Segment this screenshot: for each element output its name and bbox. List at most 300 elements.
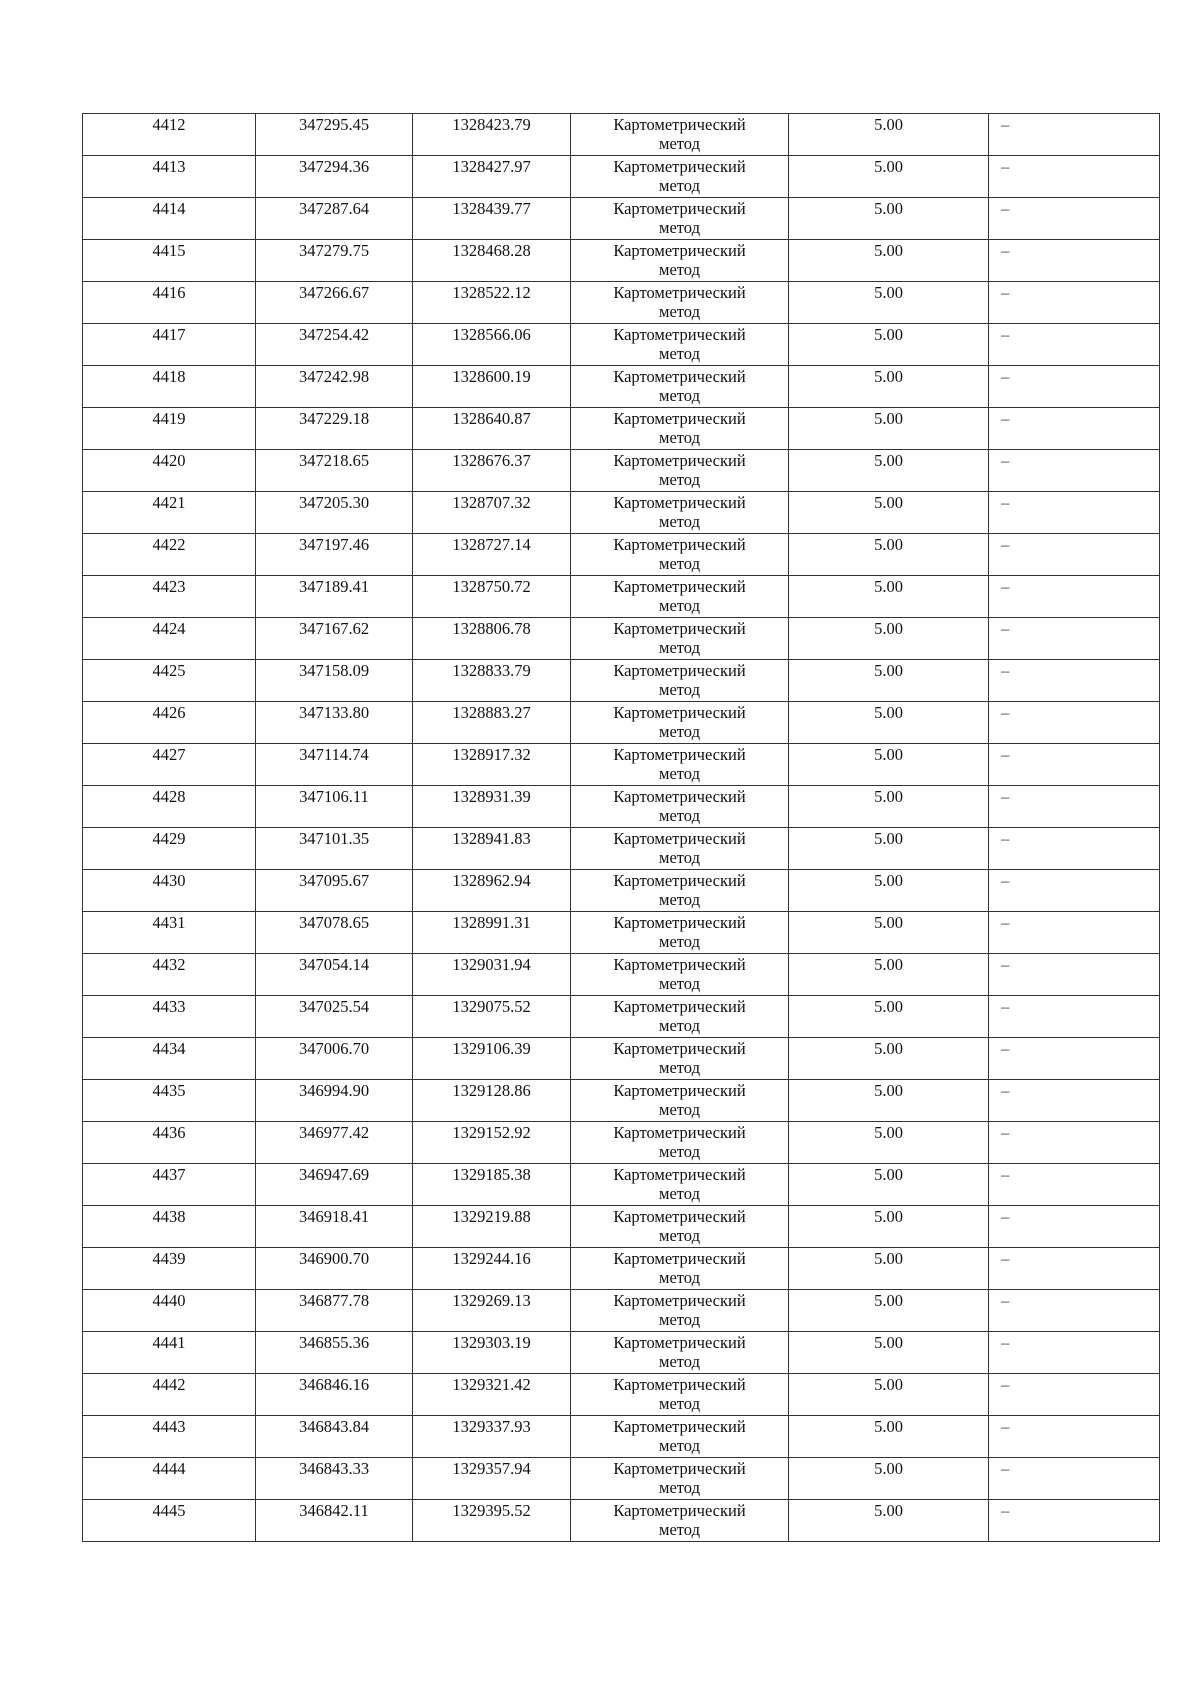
- point-number-cell: 4429: [83, 828, 256, 870]
- method-cell: [571, 1122, 789, 1164]
- description-cell: –: [989, 1500, 1160, 1542]
- point-number-cell: 4439: [83, 1248, 256, 1290]
- method-line-1: Картометрический: [613, 1165, 746, 1184]
- description-cell: –: [989, 618, 1160, 660]
- accuracy-cell: 5.00: [789, 1248, 989, 1290]
- accuracy-cell: 5.00: [789, 1206, 989, 1248]
- method-cell: [571, 1374, 789, 1416]
- method-cell: [571, 912, 789, 954]
- point-number-cell: 4445: [83, 1500, 256, 1542]
- y-coordinate-cell: 1329128.86: [413, 1080, 571, 1122]
- x-coordinate-cell: 347295.45: [256, 114, 413, 156]
- method-cell: [571, 954, 789, 996]
- point-number-cell: 4442: [83, 1374, 256, 1416]
- y-coordinate-cell: 1328806.78: [413, 618, 571, 660]
- method-line-2: метод: [659, 764, 700, 783]
- method-cell: [571, 1290, 789, 1332]
- point-number-cell: 4421: [83, 492, 256, 534]
- method-line-1: Картометрический: [613, 1291, 746, 1310]
- accuracy-cell: 5.00: [789, 492, 989, 534]
- table-row: [83, 1206, 1160, 1248]
- y-coordinate-cell: 1329185.38: [413, 1164, 571, 1206]
- method-line-1: Картометрический: [613, 493, 746, 512]
- method-line-1: Картометрический: [613, 577, 746, 596]
- method-cell: [571, 1500, 789, 1542]
- method-cell: [571, 828, 789, 870]
- method-line-1: Картометрический: [613, 829, 746, 848]
- x-coordinate-cell: 347287.64: [256, 198, 413, 240]
- method-line-1: Картометрический: [613, 1207, 746, 1226]
- method-cell: [571, 786, 789, 828]
- method-cell: [571, 1458, 789, 1500]
- y-coordinate-cell: 1329106.39: [413, 1038, 571, 1080]
- table-row: [83, 1248, 1160, 1290]
- method-line-2: метод: [659, 1142, 700, 1161]
- method-line-2: метод: [659, 974, 700, 993]
- method-line-1: Картометрический: [613, 955, 746, 974]
- point-number-cell: 4438: [83, 1206, 256, 1248]
- table-row: [83, 282, 1160, 324]
- accuracy-cell: 5.00: [789, 366, 989, 408]
- point-number-cell: 4443: [83, 1416, 256, 1458]
- method-line-2: метод: [659, 1352, 700, 1371]
- point-number-cell: 4425: [83, 660, 256, 702]
- method-cell: [571, 1206, 789, 1248]
- method-cell: [571, 1332, 789, 1374]
- method-line-2: метод: [659, 134, 700, 153]
- table-row: [83, 660, 1160, 702]
- method-cell: [571, 240, 789, 282]
- table-row: [83, 1164, 1160, 1206]
- y-coordinate-cell: 1328917.32: [413, 744, 571, 786]
- table-row: [83, 1038, 1160, 1080]
- point-number-cell: 4417: [83, 324, 256, 366]
- y-coordinate-cell: 1328427.97: [413, 156, 571, 198]
- method-line-2: метод: [659, 302, 700, 321]
- method-cell: [571, 408, 789, 450]
- method-line-1: Картометрический: [613, 199, 746, 218]
- method-line-1: Картометрический: [613, 661, 746, 680]
- y-coordinate-cell: 1329303.19: [413, 1332, 571, 1374]
- point-number-cell: 4433: [83, 996, 256, 1038]
- description-cell: –: [989, 1206, 1160, 1248]
- method-line-2: метод: [659, 554, 700, 573]
- table-row: [83, 114, 1160, 156]
- y-coordinate-cell: 1329244.16: [413, 1248, 571, 1290]
- table-body: [83, 114, 1160, 1542]
- description-cell: –: [989, 1374, 1160, 1416]
- x-coordinate-cell: 347167.62: [256, 618, 413, 660]
- point-number-cell: 4415: [83, 240, 256, 282]
- x-coordinate-cell: 346918.41: [256, 1206, 413, 1248]
- x-coordinate-cell: 346842.11: [256, 1500, 413, 1542]
- method-cell: [571, 660, 789, 702]
- x-coordinate-cell: 347095.67: [256, 870, 413, 912]
- x-coordinate-cell: 346877.78: [256, 1290, 413, 1332]
- method-line-2: метод: [659, 848, 700, 867]
- description-cell: –: [989, 1290, 1160, 1332]
- point-number-cell: 4413: [83, 156, 256, 198]
- point-number-cell: 4414: [83, 198, 256, 240]
- x-coordinate-cell: 346855.36: [256, 1332, 413, 1374]
- y-coordinate-cell: 1328600.19: [413, 366, 571, 408]
- method-line-2: метод: [659, 890, 700, 909]
- method-line-1: Картометрический: [613, 703, 746, 722]
- y-coordinate-cell: 1329337.93: [413, 1416, 571, 1458]
- accuracy-cell: 5.00: [789, 702, 989, 744]
- method-line-2: метод: [659, 680, 700, 699]
- method-line-2: метод: [659, 344, 700, 363]
- y-coordinate-cell: 1329357.94: [413, 1458, 571, 1500]
- method-line-1: Картометрический: [613, 1417, 746, 1436]
- table-row: [83, 324, 1160, 366]
- method-line-1: Картометрический: [613, 619, 746, 638]
- point-number-cell: 4436: [83, 1122, 256, 1164]
- point-number-cell: 4440: [83, 1290, 256, 1332]
- accuracy-cell: 5.00: [789, 1374, 989, 1416]
- method-cell: [571, 534, 789, 576]
- description-cell: –: [989, 1122, 1160, 1164]
- method-cell: [571, 996, 789, 1038]
- accuracy-cell: 5.00: [789, 1164, 989, 1206]
- description-cell: –: [989, 1416, 1160, 1458]
- description-cell: –: [989, 1248, 1160, 1290]
- table-row: [83, 1080, 1160, 1122]
- description-cell: –: [989, 576, 1160, 618]
- accuracy-cell: 5.00: [789, 324, 989, 366]
- method-cell: [571, 1038, 789, 1080]
- accuracy-cell: 5.00: [789, 1290, 989, 1332]
- method-line-2: метод: [659, 1184, 700, 1203]
- y-coordinate-cell: 1329219.88: [413, 1206, 571, 1248]
- accuracy-cell: 5.00: [789, 198, 989, 240]
- accuracy-cell: 5.00: [789, 912, 989, 954]
- y-coordinate-cell: 1328833.79: [413, 660, 571, 702]
- y-coordinate-cell: 1329395.52: [413, 1500, 571, 1542]
- x-coordinate-cell: 346994.90: [256, 1080, 413, 1122]
- point-number-cell: 4430: [83, 870, 256, 912]
- method-line-1: Картометрический: [613, 1501, 746, 1520]
- point-number-cell: 4418: [83, 366, 256, 408]
- point-number-cell: 4420: [83, 450, 256, 492]
- point-number-cell: 4419: [83, 408, 256, 450]
- description-cell: –: [989, 1164, 1160, 1206]
- y-coordinate-cell: 1328941.83: [413, 828, 571, 870]
- method-line-2: метод: [659, 638, 700, 657]
- table-row: [83, 450, 1160, 492]
- accuracy-cell: 5.00: [789, 576, 989, 618]
- table-row: [83, 1374, 1160, 1416]
- accuracy-cell: 5.00: [789, 156, 989, 198]
- accuracy-cell: 5.00: [789, 1332, 989, 1374]
- x-coordinate-cell: 346977.42: [256, 1122, 413, 1164]
- x-coordinate-cell: 346843.33: [256, 1458, 413, 1500]
- method-line-2: метод: [659, 1436, 700, 1455]
- method-cell: [571, 1248, 789, 1290]
- description-cell: –: [989, 660, 1160, 702]
- table-row: [83, 534, 1160, 576]
- description-cell: –: [989, 1080, 1160, 1122]
- x-coordinate-cell: 347101.35: [256, 828, 413, 870]
- method-cell: [571, 450, 789, 492]
- method-line-1: Картометрический: [613, 1249, 746, 1268]
- description-cell: –: [989, 1458, 1160, 1500]
- table-row: [83, 954, 1160, 996]
- x-coordinate-cell: 347229.18: [256, 408, 413, 450]
- method-line-2: метод: [659, 806, 700, 825]
- accuracy-cell: 5.00: [789, 1122, 989, 1164]
- y-coordinate-cell: 1328727.14: [413, 534, 571, 576]
- method-cell: [571, 492, 789, 534]
- table-row: [83, 1416, 1160, 1458]
- x-coordinate-cell: 347133.80: [256, 702, 413, 744]
- method-cell: [571, 1080, 789, 1122]
- description-cell: –: [989, 870, 1160, 912]
- y-coordinate-cell: 1328991.31: [413, 912, 571, 954]
- method-cell: [571, 576, 789, 618]
- description-cell: –: [989, 786, 1160, 828]
- description-cell: –: [989, 1332, 1160, 1374]
- y-coordinate-cell: 1328439.77: [413, 198, 571, 240]
- method-line-2: метод: [659, 1520, 700, 1539]
- point-number-cell: 4427: [83, 744, 256, 786]
- point-number-cell: 4434: [83, 1038, 256, 1080]
- table-row: [83, 1458, 1160, 1500]
- description-cell: –: [989, 1038, 1160, 1080]
- method-line-1: Картометрический: [613, 745, 746, 764]
- method-line-2: метод: [659, 932, 700, 951]
- method-cell: [571, 156, 789, 198]
- description-cell: –: [989, 492, 1160, 534]
- table-row: [83, 1290, 1160, 1332]
- description-cell: –: [989, 240, 1160, 282]
- description-cell: –: [989, 912, 1160, 954]
- point-number-cell: 4416: [83, 282, 256, 324]
- x-coordinate-cell: 347078.65: [256, 912, 413, 954]
- method-line-2: метод: [659, 218, 700, 237]
- accuracy-cell: 5.00: [789, 996, 989, 1038]
- method-line-1: Картометрический: [613, 241, 746, 260]
- x-coordinate-cell: 347106.11: [256, 786, 413, 828]
- method-cell: [571, 744, 789, 786]
- table-row: [83, 1122, 1160, 1164]
- method-line-2: метод: [659, 512, 700, 531]
- method-cell: [571, 282, 789, 324]
- method-line-1: Картометрический: [613, 283, 746, 302]
- y-coordinate-cell: 1329269.13: [413, 1290, 571, 1332]
- point-number-cell: 4428: [83, 786, 256, 828]
- method-line-2: метод: [659, 1310, 700, 1329]
- x-coordinate-cell: 346843.84: [256, 1416, 413, 1458]
- method-line-2: метод: [659, 1058, 700, 1077]
- method-cell: [571, 198, 789, 240]
- table-row: [83, 912, 1160, 954]
- table-row: [83, 156, 1160, 198]
- x-coordinate-cell: 347006.70: [256, 1038, 413, 1080]
- method-line-1: Картометрический: [613, 409, 746, 428]
- method-line-2: метод: [659, 176, 700, 195]
- y-coordinate-cell: 1328522.12: [413, 282, 571, 324]
- method-line-1: Картометрический: [613, 157, 746, 176]
- description-cell: –: [989, 324, 1160, 366]
- x-coordinate-cell: 347189.41: [256, 576, 413, 618]
- method-line-1: Картометрический: [613, 367, 746, 386]
- point-number-cell: 4444: [83, 1458, 256, 1500]
- method-line-1: Картометрический: [613, 1039, 746, 1058]
- accuracy-cell: 5.00: [789, 618, 989, 660]
- accuracy-cell: 5.00: [789, 114, 989, 156]
- accuracy-cell: 5.00: [789, 1080, 989, 1122]
- method-line-1: Картометрический: [613, 1333, 746, 1352]
- table-row: [83, 828, 1160, 870]
- method-line-1: Картометрический: [613, 325, 746, 344]
- method-line-2: метод: [659, 1100, 700, 1119]
- method-line-1: Картометрический: [613, 997, 746, 1016]
- y-coordinate-cell: 1328423.79: [413, 114, 571, 156]
- description-cell: –: [989, 366, 1160, 408]
- table-row: [83, 408, 1160, 450]
- table-row: [83, 240, 1160, 282]
- method-line-2: метод: [659, 1268, 700, 1287]
- point-number-cell: 4431: [83, 912, 256, 954]
- method-cell: [571, 324, 789, 366]
- x-coordinate-cell: 346947.69: [256, 1164, 413, 1206]
- method-cell: [571, 114, 789, 156]
- description-cell: –: [989, 954, 1160, 996]
- method-line-2: метод: [659, 1394, 700, 1413]
- description-cell: –: [989, 282, 1160, 324]
- y-coordinate-cell: 1328468.28: [413, 240, 571, 282]
- method-cell: [571, 1164, 789, 1206]
- table-row: [83, 1332, 1160, 1374]
- y-coordinate-cell: 1329031.94: [413, 954, 571, 996]
- method-line-2: метод: [659, 1478, 700, 1497]
- accuracy-cell: 5.00: [789, 408, 989, 450]
- accuracy-cell: 5.00: [789, 240, 989, 282]
- description-cell: –: [989, 198, 1160, 240]
- description-cell: –: [989, 702, 1160, 744]
- x-coordinate-cell: 347197.46: [256, 534, 413, 576]
- y-coordinate-cell: 1328962.94: [413, 870, 571, 912]
- method-line-1: Картометрический: [613, 1081, 746, 1100]
- table-row: [83, 1500, 1160, 1542]
- x-coordinate-cell: 347254.42: [256, 324, 413, 366]
- method-line-2: метод: [659, 428, 700, 447]
- table-row: [83, 870, 1160, 912]
- x-coordinate-cell: 347114.74: [256, 744, 413, 786]
- description-cell: –: [989, 828, 1160, 870]
- accuracy-cell: 5.00: [789, 450, 989, 492]
- table-row: [83, 576, 1160, 618]
- method-cell: [571, 702, 789, 744]
- y-coordinate-cell: 1329152.92: [413, 1122, 571, 1164]
- x-coordinate-cell: 347218.65: [256, 450, 413, 492]
- method-line-1: Картометрический: [613, 787, 746, 806]
- point-number-cell: 4423: [83, 576, 256, 618]
- description-cell: –: [989, 744, 1160, 786]
- method-line-1: Картометрический: [613, 1123, 746, 1142]
- table-row: [83, 702, 1160, 744]
- table-row: [83, 198, 1160, 240]
- accuracy-cell: 5.00: [789, 1458, 989, 1500]
- point-number-cell: 4412: [83, 114, 256, 156]
- table-row: [83, 744, 1160, 786]
- method-cell: [571, 870, 789, 912]
- accuracy-cell: 5.00: [789, 744, 989, 786]
- point-number-cell: 4441: [83, 1332, 256, 1374]
- y-coordinate-cell: 1328640.87: [413, 408, 571, 450]
- x-coordinate-cell: 347054.14: [256, 954, 413, 996]
- x-coordinate-cell: 347158.09: [256, 660, 413, 702]
- method-cell: [571, 618, 789, 660]
- y-coordinate-cell: 1329075.52: [413, 996, 571, 1038]
- accuracy-cell: 5.00: [789, 1416, 989, 1458]
- accuracy-cell: 5.00: [789, 828, 989, 870]
- method-line-2: метод: [659, 1016, 700, 1035]
- y-coordinate-cell: 1328883.27: [413, 702, 571, 744]
- y-coordinate-cell: 1328931.39: [413, 786, 571, 828]
- method-line-1: Картометрический: [613, 913, 746, 932]
- x-coordinate-cell: 347242.98: [256, 366, 413, 408]
- point-number-cell: 4426: [83, 702, 256, 744]
- y-coordinate-cell: 1328676.37: [413, 450, 571, 492]
- x-coordinate-cell: 346846.16: [256, 1374, 413, 1416]
- table-row: [83, 996, 1160, 1038]
- coordinates-table: [82, 113, 1160, 1542]
- method-cell: [571, 1416, 789, 1458]
- method-line-1: Картометрический: [613, 535, 746, 554]
- method-line-2: метод: [659, 386, 700, 405]
- x-coordinate-cell: 346900.70: [256, 1248, 413, 1290]
- description-cell: –: [989, 534, 1160, 576]
- method-line-2: метод: [659, 1226, 700, 1245]
- method-line-1: Картометрический: [613, 871, 746, 890]
- x-coordinate-cell: 347025.54: [256, 996, 413, 1038]
- accuracy-cell: 5.00: [789, 870, 989, 912]
- method-line-2: метод: [659, 260, 700, 279]
- x-coordinate-cell: 347279.75: [256, 240, 413, 282]
- point-number-cell: 4432: [83, 954, 256, 996]
- x-coordinate-cell: 347294.36: [256, 156, 413, 198]
- point-number-cell: 4437: [83, 1164, 256, 1206]
- method-line-1: Картометрический: [613, 1459, 746, 1478]
- description-cell: –: [989, 996, 1160, 1038]
- accuracy-cell: 5.00: [789, 786, 989, 828]
- method-line-2: метод: [659, 470, 700, 489]
- accuracy-cell: 5.00: [789, 534, 989, 576]
- table-row: [83, 492, 1160, 534]
- accuracy-cell: 5.00: [789, 660, 989, 702]
- y-coordinate-cell: 1329321.42: [413, 1374, 571, 1416]
- point-number-cell: 4422: [83, 534, 256, 576]
- y-coordinate-cell: 1328707.32: [413, 492, 571, 534]
- method-line-2: метод: [659, 596, 700, 615]
- accuracy-cell: 5.00: [789, 282, 989, 324]
- table-row: [83, 786, 1160, 828]
- description-cell: –: [989, 408, 1160, 450]
- method-cell: [571, 366, 789, 408]
- method-line-1: Картометрический: [613, 115, 746, 134]
- x-coordinate-cell: 347205.30: [256, 492, 413, 534]
- y-coordinate-cell: 1328750.72: [413, 576, 571, 618]
- accuracy-cell: 5.00: [789, 954, 989, 996]
- description-cell: –: [989, 450, 1160, 492]
- point-number-cell: 4424: [83, 618, 256, 660]
- y-coordinate-cell: 1328566.06: [413, 324, 571, 366]
- x-coordinate-cell: 347266.67: [256, 282, 413, 324]
- accuracy-cell: 5.00: [789, 1038, 989, 1080]
- description-cell: –: [989, 156, 1160, 198]
